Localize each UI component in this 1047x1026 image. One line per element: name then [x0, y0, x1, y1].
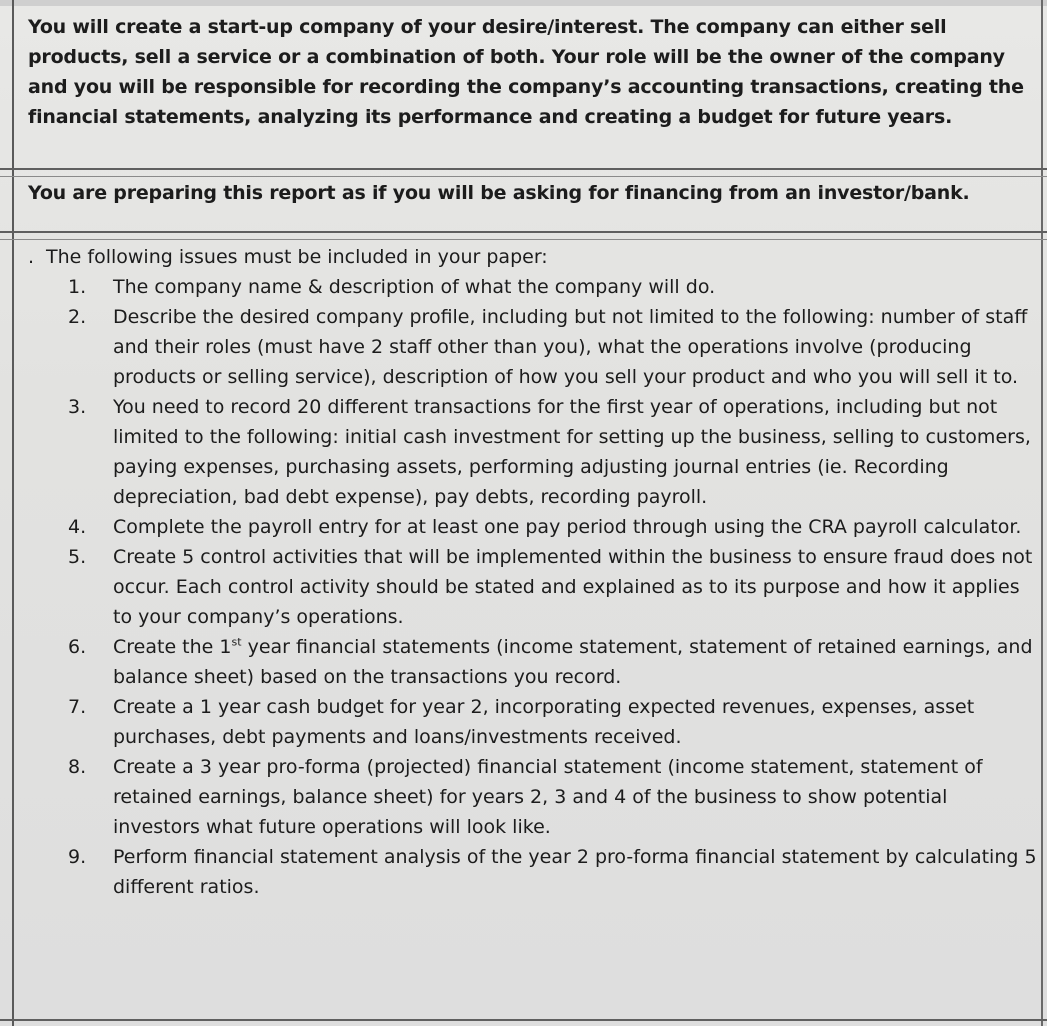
issues-heading-text: The following issues must be included in your paper:: [46, 246, 548, 268]
item-text: Create 5 control activities that will be implemented within the business to ensure fraud does not occur. Each control activity should be stated and explained as to its purpose and how it applies to your company’s operations.: [113, 546, 1033, 628]
table-divider: [0, 176, 1047, 177]
list-item: [28, 512, 1038, 542]
cut-off-header-strip: [0, 0, 1047, 6]
item-text: Describe the desired company profile, including but not limited to the following: number of staff and their roles (must have 2 staff other than you), what the operations involve (producing products or selling service), description of how you sell your product and who you will sell it to.: [113, 306, 1028, 388]
item-number: 9.: [68, 846, 87, 868]
item-text: Create a 1 year cash budget for year 2, incorporating expected revenues, expenses, asset purchases, debt payments and loans/investments received.: [113, 696, 975, 748]
item-text: Perform financial statement analysis of the year 2 pro-forma financial statement by calculating 5 different ratios.: [113, 846, 1037, 898]
table-border-left: [12, 0, 14, 1026]
table-border-right: [1041, 0, 1043, 1026]
item-number: 5.: [68, 546, 87, 568]
list-item: [28, 692, 1038, 752]
issue-list: [28, 272, 1038, 902]
item-number: 7.: [68, 696, 87, 718]
item-number: 2.: [68, 306, 87, 328]
item-text-end: year financial statements (income statement, statement of retained earnings, and balance sheet) based on the transactions you record.: [113, 636, 1033, 688]
table-divider: [0, 231, 1047, 233]
list-item: [28, 542, 1038, 632]
table-divider: [0, 168, 1047, 170]
list-item: [28, 392, 1038, 512]
heading-bullet: .: [28, 246, 35, 268]
item-number: 6.: [68, 636, 87, 658]
issues-heading: [28, 242, 1038, 272]
financing-note: You are preparing this report as if you will be asking for financing from an investor/bank.: [28, 182, 970, 204]
item-text: The company name & description of what the company will do.: [113, 276, 716, 298]
table-divider: [0, 1019, 1047, 1021]
item-number: 1.: [68, 276, 87, 298]
item-number: 4.: [68, 516, 87, 538]
item-text: Complete the payroll entry for at least one pay period through using the CRA payroll calculator.: [113, 516, 1022, 538]
item-text: You need to record 20 different transactions for the first year of operations, including but not limited to the following: initial cash investment for setting up the business, selling to customers, paying expenses, purchasing assets, performing adjusting journal entries (ie. Recording depreciation, bad debt expense), pay debts, recording payroll.: [113, 396, 1031, 508]
table-divider: [0, 239, 1047, 240]
list-item: [28, 272, 1038, 302]
issues-section: [28, 242, 1038, 902]
item-text: [113, 632, 1038, 692]
item-number: 8.: [68, 756, 87, 778]
intro-paragraph: You will create a start-up company of your desire/interest. The company can either sell products, sell a service or a combination of both. Your role will be the owner of the company and you will be responsible for recording the company’s accounting transactions, creating the financial statements, analyzing its performance and creating a budget for future years.: [28, 16, 1024, 128]
list-item: [28, 632, 1038, 692]
ordinal-suffix: st: [231, 635, 242, 649]
list-item: [28, 842, 1038, 902]
item-text: Create a 3 year pro-forma (projected) financial statement (income statement, statement of retained earnings, balance sheet) for years 2, 3 and 4 of the business to show potential investors what future operations will look like.: [113, 756, 983, 838]
list-item: [28, 752, 1038, 842]
list-item: [28, 302, 1038, 392]
item-number: 3.: [68, 396, 87, 418]
item-text-start: Create the 1: [113, 636, 232, 658]
